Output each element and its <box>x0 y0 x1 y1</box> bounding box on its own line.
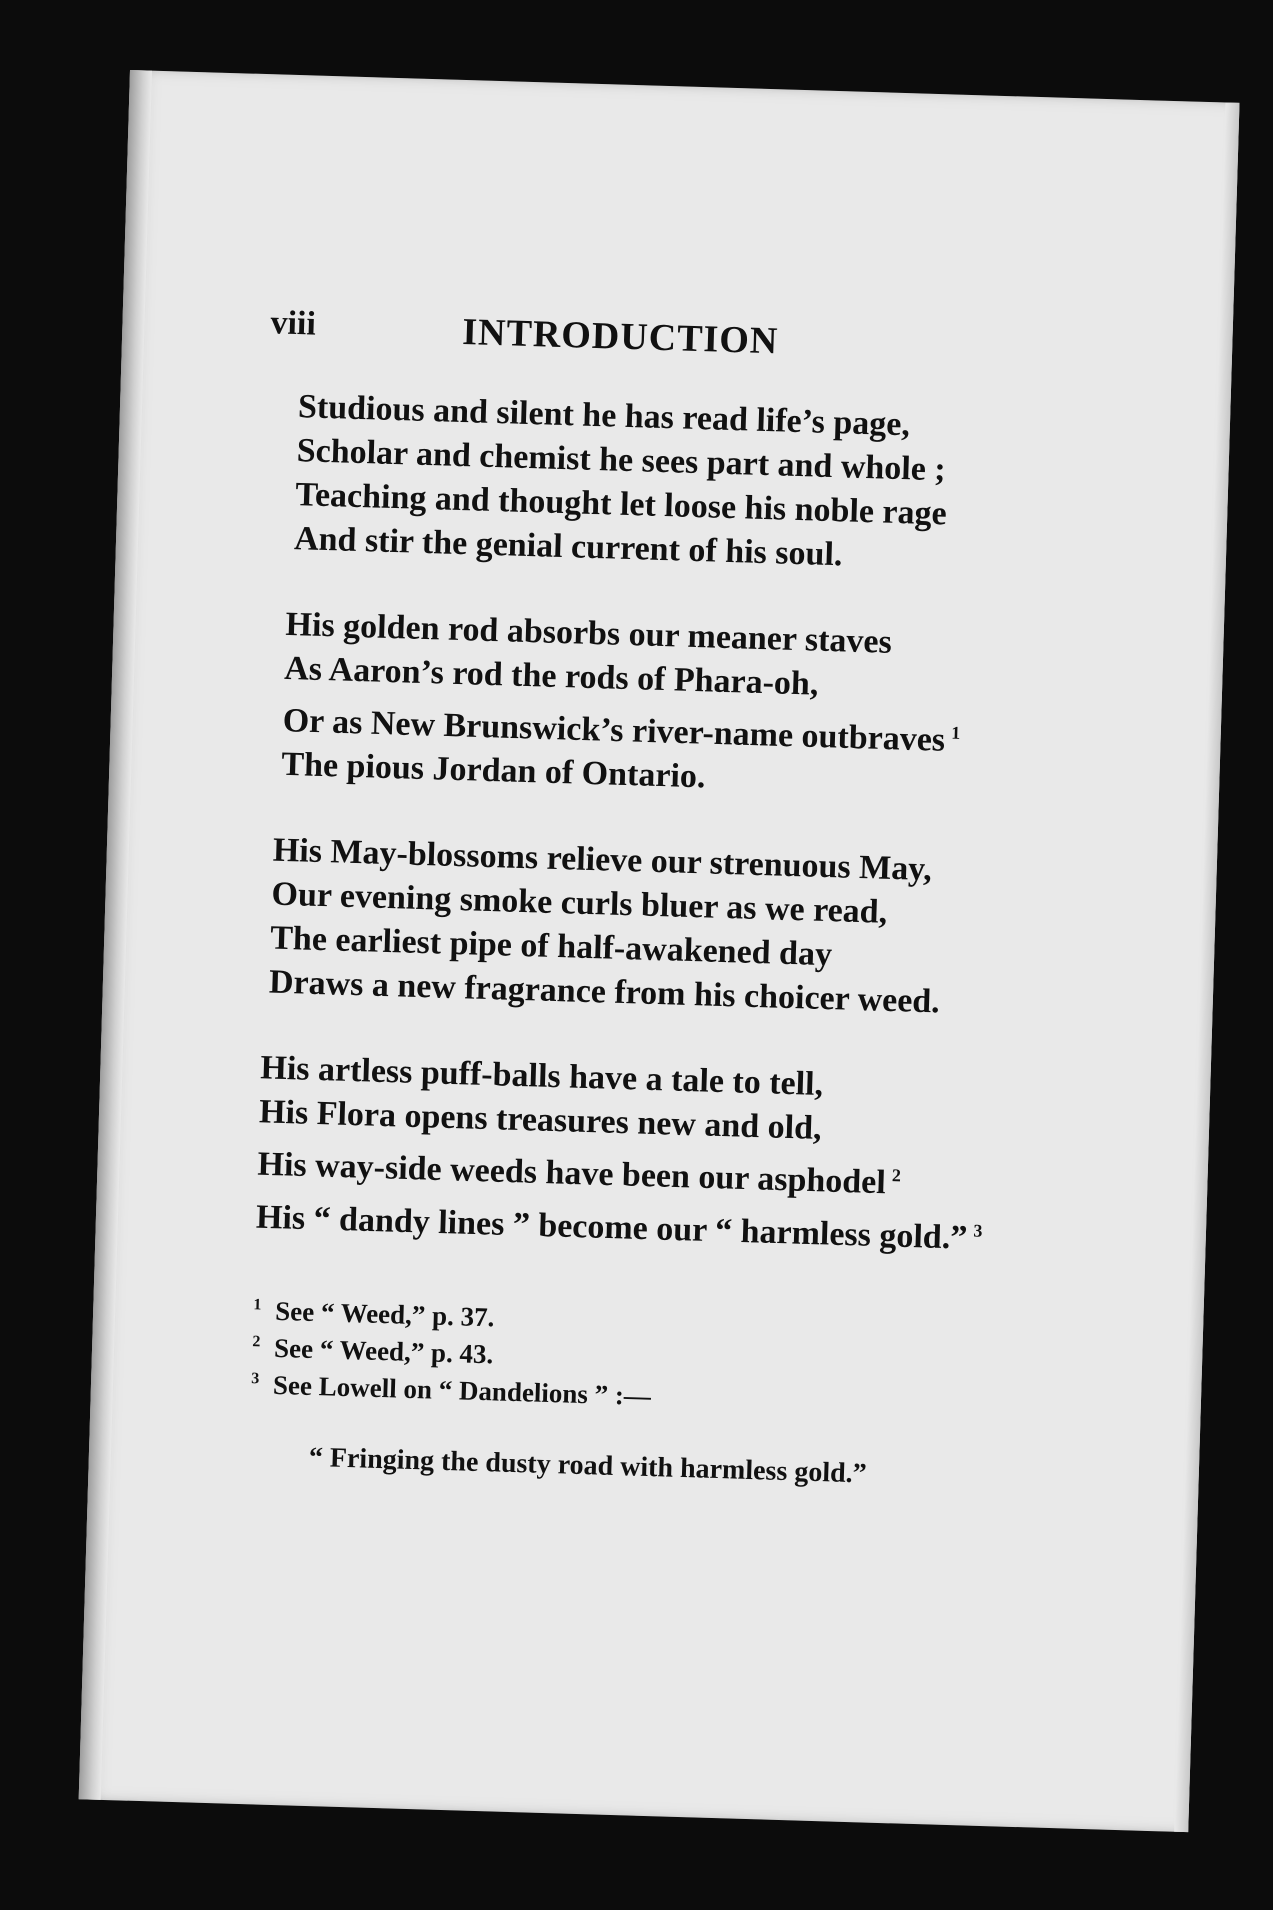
footnote-quotation: “ Fringing the dusty road with harmless gold.” <box>308 1441 868 1490</box>
poem-line: Draws a new fragrance from his choicer weed. <box>268 963 941 1021</box>
poem-line: Or as New Brunswick’s river-name outbraves $^1$ <box>282 702 961 759</box>
stanza <box>294 385 1081 584</box>
footnote-mark: 2 <box>252 1333 261 1351</box>
page-spine-shadow <box>79 70 152 1800</box>
stanza <box>268 829 1067 1028</box>
poem-line: His golden rod absorbs our meaner staves <box>285 605 893 661</box>
footnote-reference: 3 <box>973 1220 983 1241</box>
footnotes <box>248 1289 1053 1496</box>
footnote-reference: 2 <box>891 1165 902 1186</box>
footnote-text: See Lowell on “ Dandelions ” :— <box>272 1369 652 1412</box>
running-head <box>270 304 1082 389</box>
stanza <box>281 603 1074 811</box>
poem-line: Our evening smoke curls bluer as we read, <box>271 875 888 932</box>
poem-line: His way-side weeds have been our asphodel $^2$ <box>257 1145 902 1202</box>
running-title: INTRODUCTION <box>461 310 779 363</box>
footnote-mark: 3 <box>250 1370 260 1388</box>
footnote-text: See “ Weed,” p. 37. <box>274 1295 495 1333</box>
poem-line: The earliest pipe of half-awakened day <box>269 919 833 974</box>
book-page <box>79 70 1240 1832</box>
poem-line: Studious and silent he has read life’s page, <box>297 388 911 444</box>
footnote-text: See “ Weed,” p. 43. <box>273 1332 494 1370</box>
page-number: viii <box>270 304 317 343</box>
page-edge <box>1174 103 1239 1833</box>
poem-line: His May-blossoms relieve our strenuous May, <box>272 831 933 889</box>
stanza <box>255 1047 1060 1263</box>
poem-line: As Aaron’s rod the rods of Phara-oh, <box>283 649 819 703</box>
poem-line: His “ dandy lines ” become our “ harmless gold.” $^3$ <box>255 1198 983 1257</box>
page-content <box>248 305 1082 1496</box>
footnote-mark: 1 <box>253 1296 262 1314</box>
poem-line: His artless puff-balls have a tale to tell, <box>259 1049 824 1104</box>
poem-line: Teaching and thought let loose his noble rage <box>294 476 948 533</box>
poem-line: The pious Jordan of Ontario. <box>280 746 706 796</box>
poem-line: Scholar and chemist he sees part and whole ; <box>296 432 947 489</box>
poem <box>255 385 1080 1263</box>
footnote-reference: 1 <box>951 722 961 743</box>
poem-line: His Flora opens treasures new and old, <box>258 1093 823 1148</box>
poem-line: And stir the genial current of his soul. <box>293 520 843 574</box>
